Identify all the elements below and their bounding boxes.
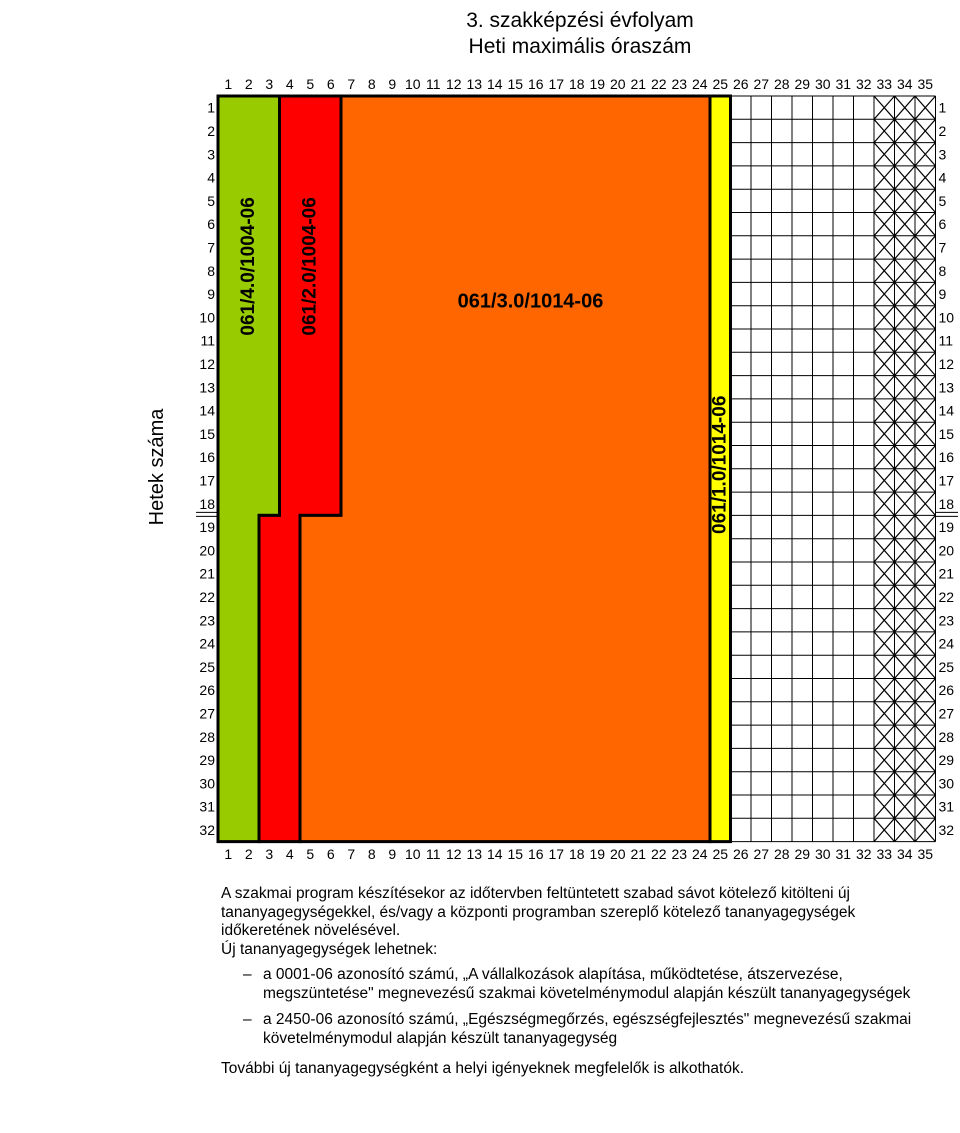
column-number-top: 13 <box>466 76 483 92</box>
chart-title-line1: 3. szakképzési évfolyam <box>466 9 694 32</box>
row-number-left: 21 <box>199 565 215 582</box>
column-number-top: 20 <box>609 76 626 92</box>
row-number-right: 29 <box>938 752 955 769</box>
column-number-top: 24 <box>691 76 708 92</box>
row-number-left: 3 <box>207 146 215 163</box>
row-number-left: 30 <box>199 775 215 792</box>
column-number-top: 15 <box>507 76 524 92</box>
column-number-bottom: 33 <box>876 846 893 862</box>
row-number-left: 18 <box>199 495 215 512</box>
column-number-top: 1 <box>224 76 233 92</box>
row-number-left: 11 <box>200 332 215 349</box>
column-number-top: 22 <box>650 76 667 92</box>
module-label: 061/4.0/1004-06 <box>238 197 260 336</box>
column-number-top: 8 <box>367 76 376 92</box>
column-number-bottom: 6 <box>326 846 335 862</box>
column-number-top: 3 <box>265 76 274 92</box>
column-number-bottom: 22 <box>650 846 667 862</box>
column-number-bottom: 34 <box>896 846 913 862</box>
module-blocks <box>218 96 731 842</box>
column-number-bottom: 8 <box>367 846 376 862</box>
column-number-top: 35 <box>917 76 934 92</box>
row-number-left: 4 <box>207 169 215 186</box>
notes-intro: A szakmai program készítésekor az időtervben feltüntetett szabad sávot kötelező kitölteni új tananyagegységekkel, és/vagy a központi programban szereplő kötelező tananyagegységek időkeretének növelésével. <box>221 885 856 939</box>
column-number-bottom: 5 <box>306 846 315 862</box>
column-number-bottom: 25 <box>712 846 729 862</box>
column-number-top: 16 <box>527 76 544 92</box>
column-number-bottom: 12 <box>445 846 462 862</box>
column-number-bottom: 10 <box>404 846 421 862</box>
row-number-left: 29 <box>199 752 215 769</box>
row-number-right: 13 <box>938 379 955 396</box>
column-number-top: 29 <box>794 76 811 92</box>
row-number-left: 5 <box>207 192 215 209</box>
column-number-top: 18 <box>568 76 585 92</box>
column-number-bottom: 2 <box>244 846 253 862</box>
row-number-right: 32 <box>938 821 955 838</box>
column-number-top: 27 <box>753 76 770 92</box>
row-number-right: 23 <box>938 612 955 629</box>
notes-dash: – <box>243 1011 252 1028</box>
row-number-right: 19 <box>938 519 955 536</box>
row-number-right: 5 <box>938 192 947 209</box>
row-number-left: 6 <box>207 216 215 233</box>
column-number-bottom: 31 <box>835 846 852 862</box>
row-number-left: 16 <box>199 449 215 466</box>
row-number-right: 2 <box>938 122 947 139</box>
column-number-top: 12 <box>445 76 462 92</box>
row-number-right: 25 <box>938 658 955 675</box>
y-axis-label: Hetek száma <box>146 408 168 526</box>
notes-item-text: a 0001-06 azonosító számú, „A vállalkozások alapítása, működtetése, átszervezése, megszüntetése" megnevezésű szakmai követelménymodul alapján készült tananyagegységek <box>263 966 911 1002</box>
column-number-bottom: 32 <box>855 846 872 862</box>
row-number-right: 14 <box>938 402 955 419</box>
column-number-top: 32 <box>855 76 872 92</box>
row-number-left: 10 <box>199 309 215 326</box>
row-number-left: 12 <box>199 355 215 372</box>
column-number-top: 14 <box>486 76 503 92</box>
row-number-right: 3 <box>938 146 947 163</box>
row-number-right: 31 <box>938 798 955 815</box>
row-number-left: 17 <box>199 472 215 489</box>
notes-final: További új tananyagegységként a helyi igényeknek megfelelők is alkothatók. <box>221 1060 745 1077</box>
row-number-left: 27 <box>199 705 215 722</box>
column-number-bottom: 23 <box>671 846 688 862</box>
module-label: 061/2.0/1004-06 <box>299 197 321 336</box>
column-number-bottom: 26 <box>732 846 749 862</box>
column-number-top: 5 <box>306 76 315 92</box>
row-number-left: 15 <box>199 425 215 442</box>
row-number-right: 27 <box>938 705 955 722</box>
notes-section <box>221 885 941 1079</box>
row-number-right: 1 <box>938 99 947 116</box>
row-number-left: 22 <box>199 588 215 605</box>
column-number-top: 31 <box>835 76 852 92</box>
column-number-top: 23 <box>671 76 688 92</box>
module-label: 061/1.0/1014-06 <box>709 395 731 535</box>
column-number-bottom: 29 <box>794 846 811 862</box>
row-number-right: 24 <box>938 635 955 652</box>
row-number-left: 14 <box>199 402 215 419</box>
column-number-bottom: 20 <box>609 846 626 862</box>
column-number-top: 21 <box>630 76 647 92</box>
row-number-left: 32 <box>199 821 215 838</box>
row-number-right: 10 <box>938 309 955 326</box>
row-number-right: 8 <box>938 262 947 279</box>
row-number-right: 4 <box>938 169 947 186</box>
notes-list <box>221 966 941 1048</box>
column-number-bottom: 28 <box>773 846 790 862</box>
row-number-right: 16 <box>938 449 955 466</box>
row-number-left: 23 <box>199 612 215 629</box>
row-number-left: 20 <box>199 542 215 559</box>
column-number-bottom: 1 <box>224 846 233 862</box>
row-number-right: 28 <box>938 728 955 745</box>
column-number-top: 2 <box>244 76 253 92</box>
row-number-left: 25 <box>199 658 215 675</box>
column-number-top: 11 <box>425 76 441 92</box>
row-number-right: 12 <box>938 355 955 372</box>
notes-item-text: a 2450-06 azonosító számú, „Egészségmegőrzés, egészségfejlesztés" megnevezésű szakmai követelménymodul alapján készült tananyagegység <box>263 1011 912 1047</box>
chart-title-line2: Heti maximális óraszám <box>468 35 692 58</box>
column-number-bottom: 7 <box>347 846 356 862</box>
column-number-top: 33 <box>876 76 893 92</box>
notes-subhead: Új tananyagegységek lehetnek: <box>221 940 438 958</box>
column-number-top: 26 <box>732 76 749 92</box>
column-number-bottom: 4 <box>285 846 294 862</box>
row-number-right: 20 <box>938 542 955 559</box>
module-block-3 <box>300 96 710 842</box>
notes-item <box>221 966 941 1003</box>
column-number-bottom: 17 <box>548 846 565 862</box>
row-number-left: 28 <box>199 728 215 745</box>
row-number-right: 17 <box>938 472 955 489</box>
column-number-top: 19 <box>589 76 606 92</box>
row-number-right: 21 <box>938 565 955 582</box>
column-number-top: 17 <box>548 76 565 92</box>
column-number-bottom: 11 <box>425 846 441 862</box>
row-number-left: 8 <box>207 262 215 279</box>
row-number-right: 22 <box>938 588 955 605</box>
column-number-bottom: 15 <box>507 846 524 862</box>
column-number-top: 6 <box>326 76 335 92</box>
notes-dash: – <box>243 966 252 983</box>
row-number-right: 30 <box>938 775 955 792</box>
column-number-top: 4 <box>285 76 294 92</box>
row-number-left: 31 <box>199 798 215 815</box>
column-number-bottom: 30 <box>814 846 831 862</box>
row-number-left: 9 <box>207 286 215 303</box>
column-number-top: 28 <box>773 76 790 92</box>
row-number-right: 18 <box>938 495 955 512</box>
column-number-top: 7 <box>347 76 356 92</box>
column-number-bottom: 24 <box>691 846 708 862</box>
column-number-top: 9 <box>388 76 397 92</box>
row-number-left: 1 <box>207 99 215 116</box>
column-number-top: 25 <box>712 76 729 92</box>
row-number-right: 11 <box>938 332 954 349</box>
module-label: 061/3.0/1014-06 <box>457 290 604 313</box>
row-number-right: 9 <box>938 286 947 303</box>
row-number-right: 7 <box>938 239 947 256</box>
column-number-bottom: 21 <box>630 846 647 862</box>
row-number-left: 19 <box>199 519 215 536</box>
column-number-bottom: 16 <box>527 846 544 862</box>
column-number-bottom: 13 <box>466 846 483 862</box>
row-number-right: 6 <box>938 216 947 233</box>
notes-item <box>221 1011 941 1048</box>
column-number-bottom: 14 <box>486 846 503 862</box>
row-number-right: 15 <box>938 425 955 442</box>
row-number-left: 13 <box>199 379 215 396</box>
column-number-bottom: 9 <box>388 846 397 862</box>
column-number-top: 30 <box>814 76 831 92</box>
row-number-right: 26 <box>938 682 955 699</box>
column-number-top: 34 <box>896 76 913 92</box>
column-number-top: 10 <box>404 76 421 92</box>
row-number-left: 7 <box>207 239 215 256</box>
row-number-left: 24 <box>199 635 215 652</box>
row-number-left: 2 <box>207 122 215 139</box>
column-number-bottom: 3 <box>265 846 274 862</box>
column-number-bottom: 35 <box>917 846 934 862</box>
row-number-left: 26 <box>199 682 215 699</box>
column-number-bottom: 18 <box>568 846 585 862</box>
column-number-bottom: 19 <box>589 846 606 862</box>
column-number-bottom: 27 <box>753 846 770 862</box>
